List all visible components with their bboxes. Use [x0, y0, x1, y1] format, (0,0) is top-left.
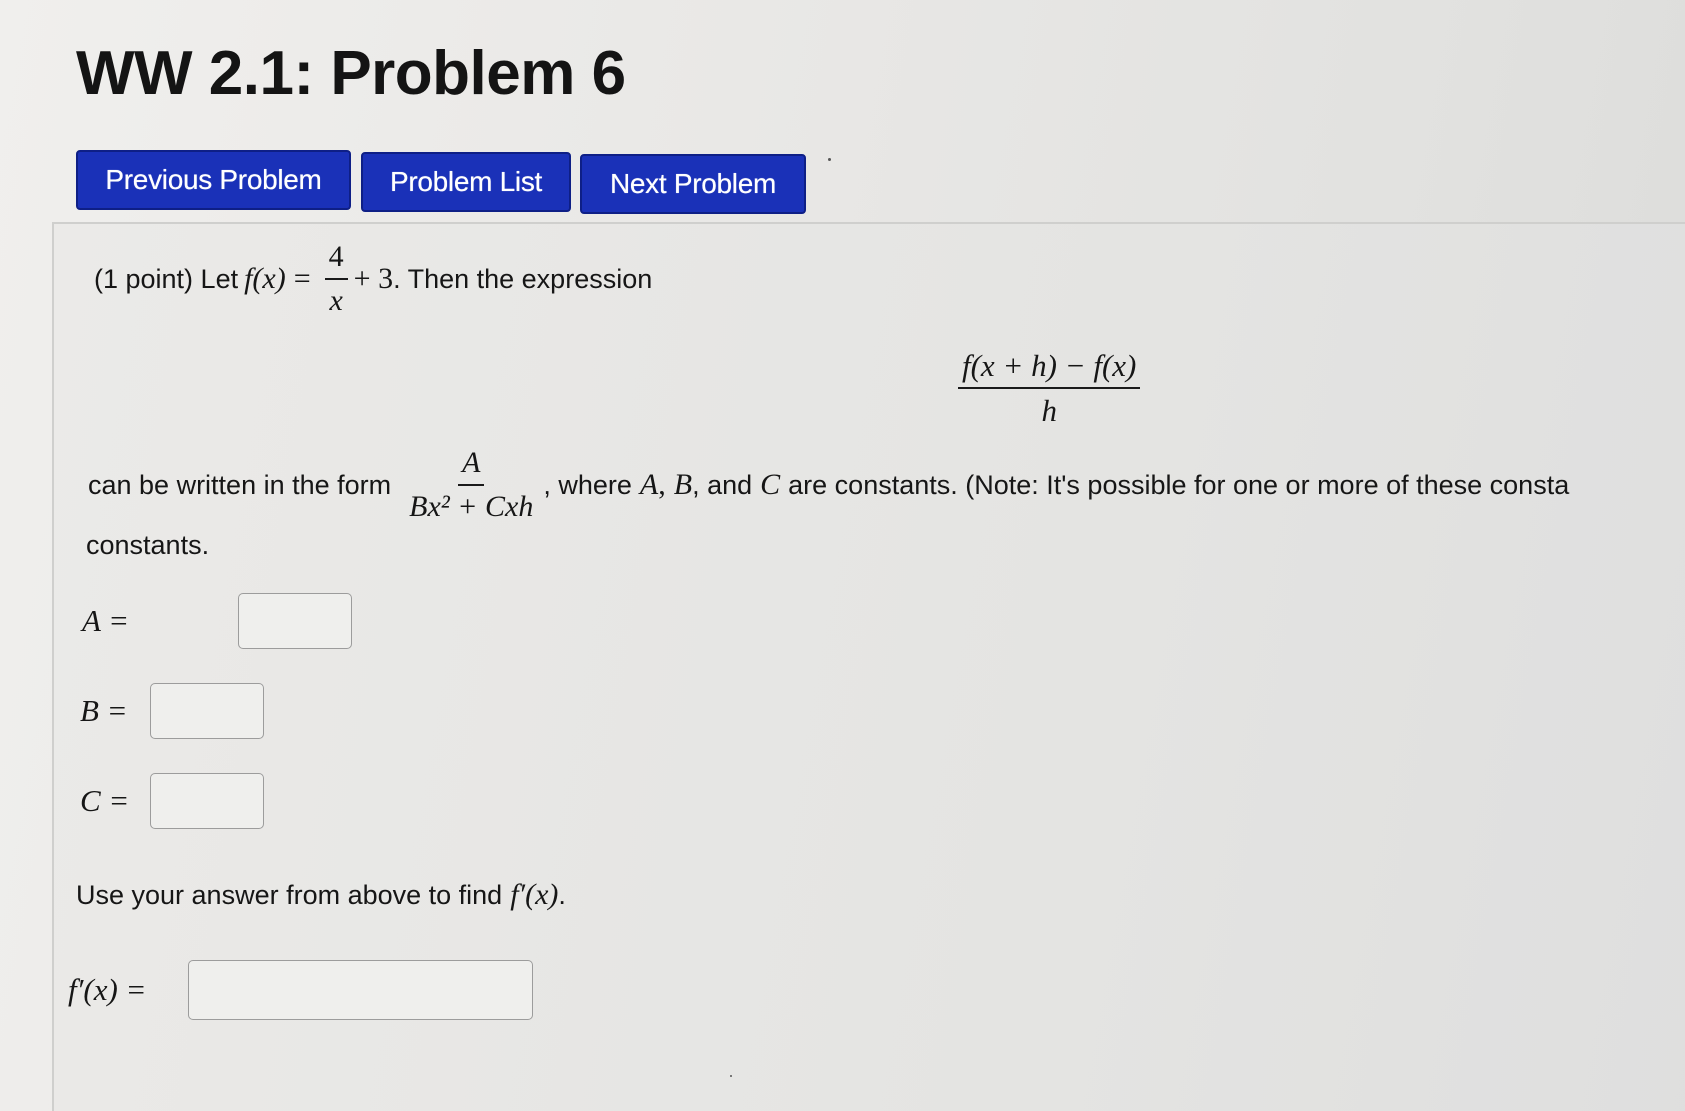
difference-quotient-numerator: f(x + h) − f(x) [958, 350, 1140, 389]
and-text: , and [692, 469, 753, 500]
dot-mark [828, 158, 831, 161]
answer-row-fprime [68, 960, 533, 1020]
four-over-x-fraction [325, 242, 348, 316]
form-line [88, 448, 1569, 522]
answer-b-label: B = [80, 693, 128, 728]
answer-fprime-input[interactable] [188, 960, 533, 1020]
var-c: C [760, 468, 781, 501]
answer-c-input[interactable] [150, 773, 264, 829]
period: . [558, 879, 566, 910]
answer-b-input[interactable] [150, 683, 264, 739]
then-text: . Then the expression [393, 263, 653, 294]
fx-symbol: f(x) [244, 262, 286, 295]
form-fraction [405, 448, 537, 522]
where-text: , where [543, 469, 632, 500]
answer-row-a [82, 593, 352, 649]
previous-problem-button[interactable]: Previous Problem [76, 150, 351, 210]
fprime-symbol: f′(x) [510, 878, 559, 911]
answer-a-input[interactable] [238, 593, 352, 649]
difference-quotient-fraction [958, 350, 1140, 426]
note-text: are constants. (Note: It's possible for one or more of these consta [788, 469, 1570, 500]
form-text: can be written in the form [88, 469, 392, 500]
use-text: Use your answer from above to find [76, 879, 503, 910]
constants-text: constants. [86, 530, 210, 560]
dot-mark [730, 1075, 732, 1077]
problem-list-button[interactable]: Problem List [361, 152, 571, 212]
plus-three: + 3 [353, 262, 394, 295]
difference-quotient-denominator: h [1041, 393, 1057, 428]
points-text: (1 point) Let [94, 263, 239, 294]
equals-sign: = [293, 262, 311, 295]
var-b: B [673, 468, 693, 501]
problem-statement-line [94, 242, 652, 316]
answer-row-c [80, 773, 264, 829]
fraction-denominator: x [329, 284, 343, 317]
page-title: WW 2.1: Problem 6 [76, 39, 626, 108]
use-answer-line [76, 878, 566, 912]
answer-c-label: C = [80, 783, 130, 818]
fraction-numerator: 4 [325, 242, 348, 280]
comma-separator: , [658, 468, 666, 501]
form-numerator: A [458, 448, 484, 486]
var-a: A [639, 468, 659, 501]
next-problem-button[interactable]: Next Problem [580, 154, 806, 214]
difference-quotient [958, 350, 1140, 426]
answer-a-label: A = [82, 603, 130, 638]
form-denominator: Bx² + Cxh [409, 490, 534, 523]
answer-fprime-label: f′(x) = [68, 972, 147, 1007]
answer-row-b [80, 683, 264, 739]
